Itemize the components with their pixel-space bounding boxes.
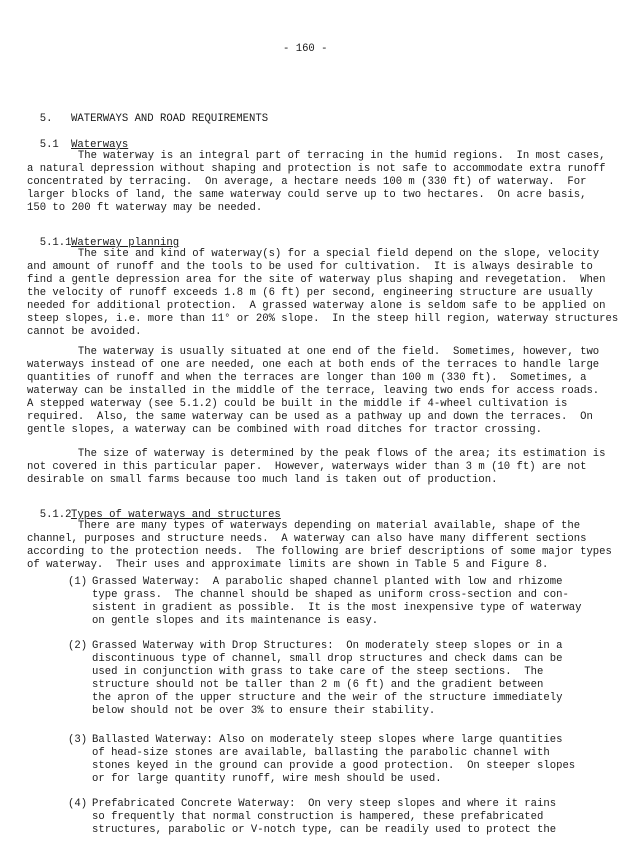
paragraph-4 [27, 448, 606, 487]
text-line: not covered in this particular paper. However, waterways wider than 3 m (10 ft) are not [27, 461, 587, 473]
item-number: (2) [68, 640, 88, 652]
text-line: The size of waterway is determined by the peak flows of the area; its estimation is [27, 448, 606, 460]
text-line: Ballasted Waterway: Also on moderately steep slopes where large quantities [92, 734, 563, 746]
text-line: Grassed Waterway with Drop Structures: On moderately steep slopes or in a [92, 640, 563, 652]
text-line: stones keyed in the ground can provide a good protection. On steeper slopes [92, 760, 576, 772]
text-line: and amount of runoff and the tools to be used for cultivation. It is always desirable to [27, 261, 593, 273]
text-line: discontinuous type of channel, small drop structures and check dams can be [92, 653, 563, 665]
item-text [92, 798, 556, 837]
section-number: 5. [39, 113, 53, 125]
paragraph-1 [27, 150, 606, 215]
text-line: a natural depression without shaping and protection is not safe to accommodate extra runoff [27, 163, 606, 175]
text-line: type grass. The channel should be shaped as uniform cross-section and con- [92, 589, 569, 601]
text-line: the velocity of runoff exceeds 1.8 m (6 ft) per second, engineering structure are usually [27, 287, 593, 299]
text-line: below should not be over 3% to ensure their stability. [92, 705, 436, 717]
text-line: Grassed Waterway: A parabolic shaped channel planted with low and rhizome [92, 576, 563, 588]
subsection-number: 5.1 [39, 139, 59, 151]
subsection-number: 5.1.2 [39, 509, 72, 521]
item-text [92, 576, 582, 628]
subsection-heading-5-1-2 [27, 496, 281, 522]
text-line: The site and kind of waterway(s) for a special field depend on the slope, velocity [27, 248, 600, 260]
text-line: Prefabricated Concrete Waterway: On very steep slopes and where it rains [92, 798, 557, 810]
subsection-number: 5.1.1 [39, 237, 72, 249]
text-line: find a gentle depression area for the site of waterway plus shaping and revegetation. When [27, 274, 606, 286]
text-line: waterway can be installed in the middle of the terrace, leaving two ends for access roads. [27, 385, 600, 397]
text-line: 150 to 200 ft waterway may be needed. [27, 202, 263, 214]
text-line: according to the protection needs. The following are brief descriptions of some major types [27, 546, 612, 558]
section-heading [27, 100, 269, 126]
text-line: steep slopes, i.e. more than 11° or 20% slope. In the steep hill region, waterway structures [27, 313, 619, 325]
paragraph-2 [27, 248, 618, 339]
text-line: The waterway is an integral part of terracing in the humid regions. In most cases, [27, 150, 606, 162]
paragraph-3 [27, 346, 599, 437]
item-text [92, 734, 575, 786]
text-line: The waterway is usually situated at one end of the field. Sometimes, however, two [27, 346, 600, 358]
text-line: or for large quantity runoff, wire mesh should be used. [92, 773, 442, 785]
text-line: required. Also, the same waterway can be used as a pathway up and down the terraces. On [27, 411, 593, 423]
text-line: used in conjunction with grass to take care of the steep sections. The [92, 666, 544, 678]
text-line: desirable on small farms because too much land is taken out of production. [27, 474, 498, 486]
subsection-title: Waterway planning [71, 237, 180, 249]
page-number: - 160 - [283, 43, 328, 55]
text-line: on gentle slopes and its maintenance is easy. [92, 615, 379, 627]
text-line: waterways instead of one are needed, one each at both ends of the terraces to handle large [27, 359, 600, 371]
text-line: cannot be avoided. [27, 326, 142, 338]
text-line: There are many types of waterways depending on material available, shape of the [27, 520, 581, 532]
subsection-heading-5-1 [27, 126, 129, 152]
text-line: the apron of the upper structure and the weir of the structure immediately [92, 692, 563, 704]
subsection-title: Waterways [71, 139, 129, 151]
subsection-title: Types of waterways and structures [71, 509, 281, 521]
text-line: quantities of runoff and when the terraces are longer than 100 m (330 ft). Sometimes, a [27, 372, 587, 384]
text-line: gentle slopes, a waterway can be combined with road ditches for tractor crossing. [27, 424, 542, 436]
item-number: (3) [68, 734, 88, 746]
text-line: channel, purposes and structure needs. A waterway can also have many different sections [27, 533, 587, 545]
item-text [92, 640, 562, 718]
subsection-heading-5-1-1 [27, 224, 180, 250]
text-line: of head-size stones are available, ballasting the parabolic channel with [92, 747, 550, 759]
text-line: needed for additional protection. A grassed waterway alone is seldom safe to be applied on [27, 300, 606, 312]
text-line: so frequently that normal construction is hampered, these prefabricated [92, 811, 544, 823]
text-line: larger blocks of land, the same waterway could serve up to two hectares. On acre basis, [27, 189, 587, 201]
item-number: (4) [68, 798, 88, 810]
item-number: (1) [68, 576, 88, 588]
paragraph-5 [27, 520, 612, 572]
text-line: structure should not be taller than 2 m (6 ft) and the gradient between [92, 679, 544, 691]
text-line: A stepped waterway (see 5.1.2) could be built in the middle if 4-wheel cultivation is [27, 398, 568, 410]
section-title: WATERWAYS AND ROAD REQUIREMENTS [71, 113, 269, 125]
text-line: of waterway. Their uses and approximate limits are shown in Table 5 and Figure 8. [27, 559, 549, 571]
text-line: sistent in gradient as possible. It is the most inexpensive type of waterway [92, 602, 582, 614]
text-line: concentrated by terracing. On average, a hectare needs 100 m (330 ft) of waterway. For [27, 176, 587, 188]
text-line: structures, parabolic or V-notch type, can be readily used to protect the [92, 824, 557, 836]
